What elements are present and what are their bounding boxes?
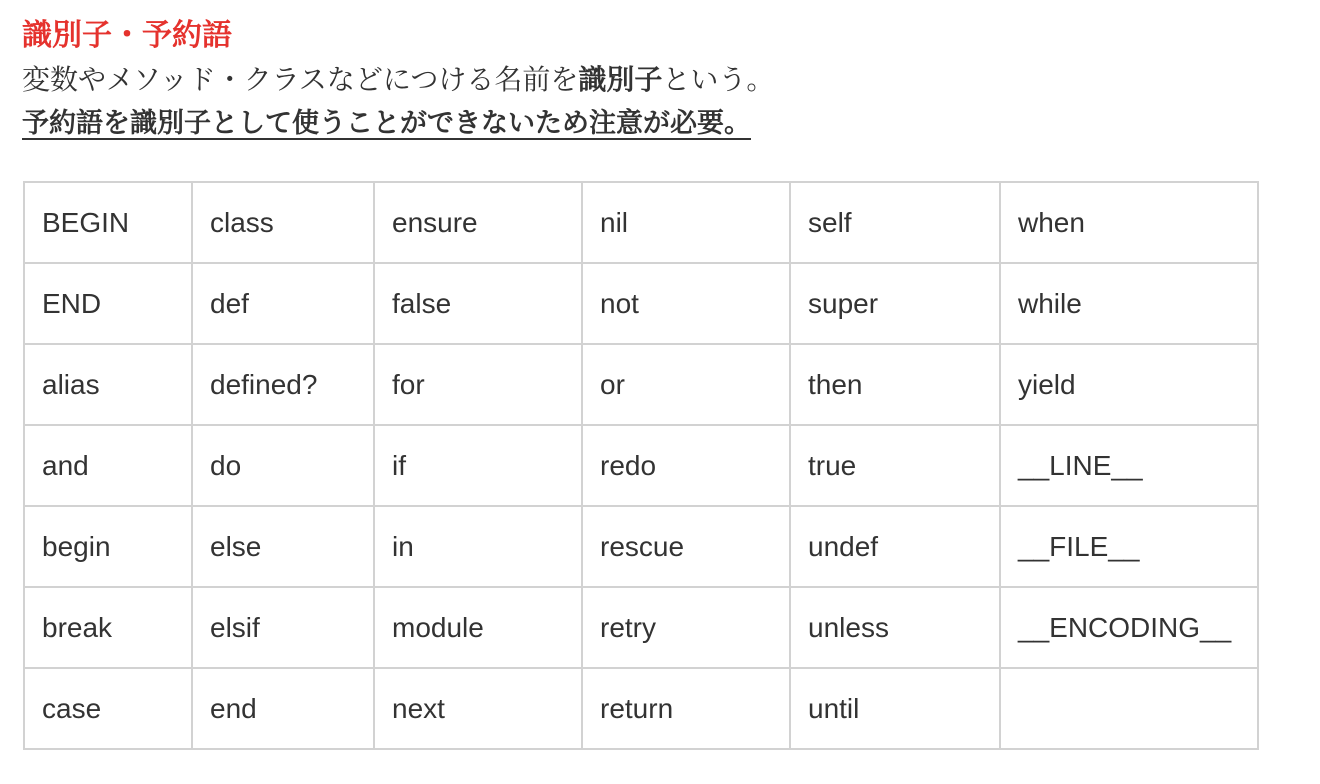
table-cell: __ENCODING__ [1000,587,1258,668]
table-cell: END [24,263,192,344]
table-cell: BEGIN [24,182,192,263]
description-text [22,58,1312,102]
table-cell: in [374,506,582,587]
table-cell: for [374,344,582,425]
table-cell: begin [24,506,192,587]
table-cell: if [374,425,582,506]
table-row [24,344,1258,425]
table-cell: class [192,182,374,263]
table-cell: false [374,263,582,344]
table-cell: break [24,587,192,668]
table-cell: or [582,344,790,425]
table-row [24,506,1258,587]
table-cell: while [1000,263,1258,344]
table-cell: nil [582,182,790,263]
table-row [24,263,1258,344]
table-cell: super [790,263,1000,344]
table-cell: alias [24,344,192,425]
description-after: という。 [662,63,775,96]
table-row [24,587,1258,668]
table-cell: end [192,668,374,749]
table-row [24,668,1258,749]
table-cell [1000,668,1258,749]
table-cell: else [192,506,374,587]
table-cell: do [192,425,374,506]
table-cell: case [24,668,192,749]
table-cell: yield [1000,344,1258,425]
warning-text: 予約語を識別子として使うことができないため注意が必要。 [22,108,751,139]
table-cell: retry [582,587,790,668]
table-row [24,425,1258,506]
table-cell: self [790,182,1000,263]
table-cell: ensure [374,182,582,263]
table-cell: return [582,668,790,749]
reserved-words-table [23,181,1259,750]
table-cell: redo [582,425,790,506]
table-cell: until [790,668,1000,749]
description-emphasis: 識別子 [578,63,663,96]
table-cell: next [374,668,582,749]
section-heading: 識別子・予約語 [22,18,232,53]
table-cell: true [790,425,1000,506]
table-cell: unless [790,587,1000,668]
table-cell: elsif [192,587,374,668]
table-cell: undef [790,506,1000,587]
table-row [24,182,1258,263]
article-section [22,14,1312,146]
table-cell: not [582,263,790,344]
description-before: 変数やメソッド・クラスなどにつける名前を [22,63,579,96]
table-cell: then [790,344,1000,425]
table-cell: __LINE__ [1000,425,1258,506]
table-cell: defined? [192,344,374,425]
table-cell: and [24,425,192,506]
table-cell: when [1000,182,1258,263]
table-cell: __FILE__ [1000,506,1258,587]
table-cell: module [374,587,582,668]
table-cell: def [192,263,374,344]
table-cell: rescue [582,506,790,587]
